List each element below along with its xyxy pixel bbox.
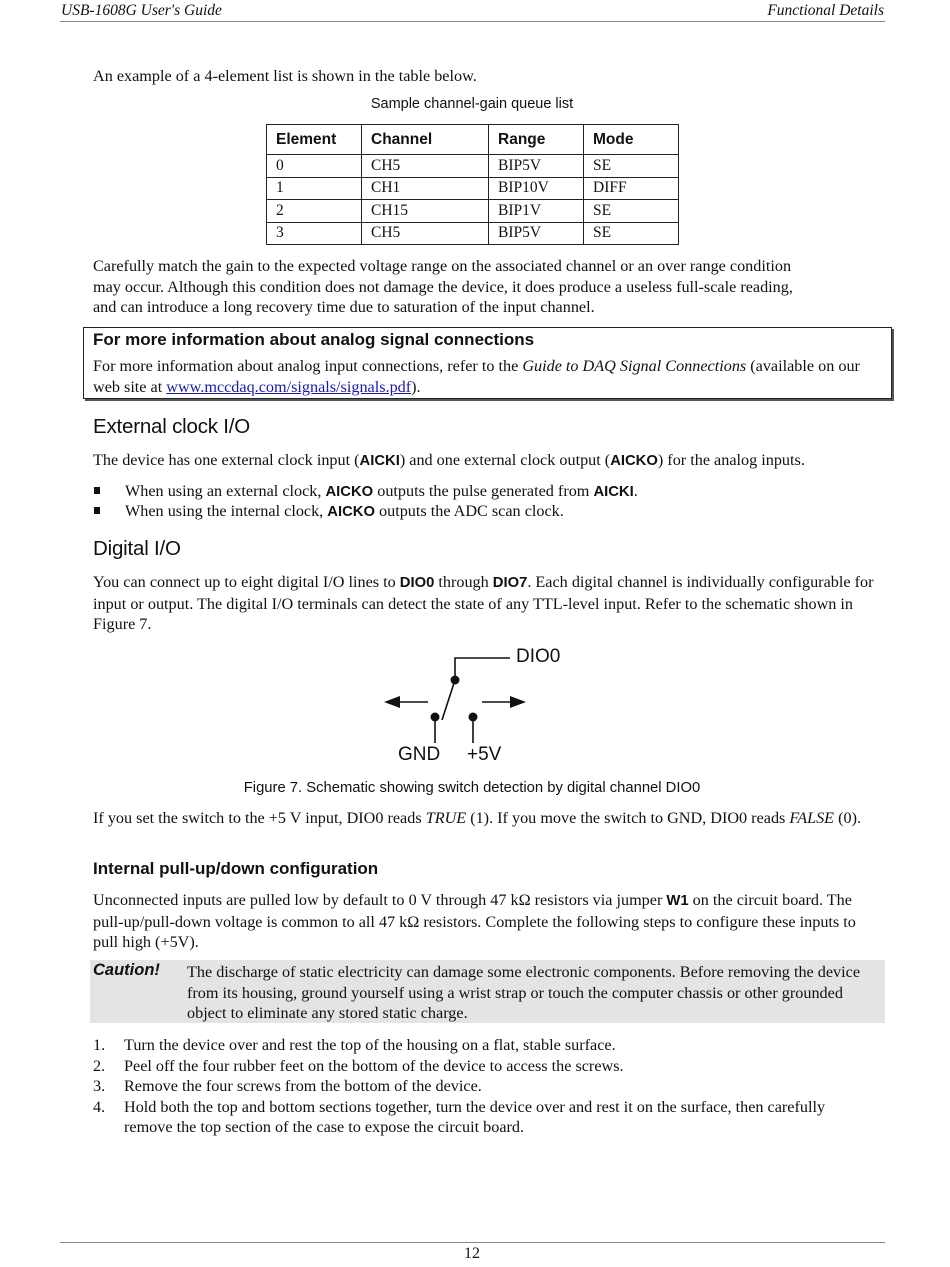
heading-external-clock: External clock I/O — [93, 415, 251, 438]
more-info-body — [93, 356, 888, 397]
text: outputs the pulse generated from — [373, 482, 594, 500]
footer-rule — [60, 1242, 885, 1243]
step-number: 4. — [93, 1097, 106, 1116]
cell-channel: CH15 — [362, 200, 489, 223]
text: If you set the switch to the +5 V input, DIO0 reads — [93, 809, 426, 827]
cell-range: BIP10V — [489, 177, 584, 200]
bullet-text — [125, 501, 564, 523]
switch-state-paragraph — [93, 808, 883, 829]
caution-box — [90, 960, 885, 1023]
signal-dio7: DIO7 — [492, 575, 528, 591]
step-item — [93, 1035, 883, 1056]
signal-aicko: AICKO — [610, 453, 658, 469]
step-text: Peel off the four rubber feet on the bottom of the device to access the screws. — [124, 1056, 624, 1075]
label-5v: +5V — [467, 744, 502, 765]
signal-aicko: AICKO — [325, 484, 374, 500]
text: When using an external clock, — [125, 482, 326, 500]
caution-text: The discharge of static electricity can damage some electronic components. Before removing the device from its housing, ground yourself using a wrist strap or touch the computer chassis or other grounded object to eliminate any stored static charge. — [187, 963, 861, 1022]
table-row — [267, 200, 679, 223]
cell-channel: CH5 — [362, 222, 489, 245]
figure-caption: Figure 7. Schematic showing switch detection by digital channel DIO0 — [243, 780, 701, 796]
label-dio0: DIO0 — [516, 646, 561, 667]
external-clock-paragraph — [93, 450, 805, 472]
label-gnd: GND — [398, 744, 441, 765]
cell-mode: DIFF — [584, 177, 679, 200]
text: (1). If you move the switch to GND, DIO0 reads — [466, 809, 790, 827]
column-header-mode: Mode — [584, 125, 679, 155]
cell-element: 0 — [267, 155, 362, 178]
text: ) and one external clock output ( — [399, 451, 611, 469]
table-header-row — [267, 125, 679, 155]
step-item — [93, 1076, 883, 1097]
table-row — [267, 155, 679, 178]
text: You can connect up to eight digital I/O lines to — [93, 573, 400, 591]
running-header-section: Functional Details — [767, 2, 884, 19]
table-row — [267, 222, 679, 245]
cell-channel: CH1 — [362, 177, 489, 200]
cell-mode: SE — [584, 155, 679, 178]
signal-aicko: AICKO — [327, 504, 375, 520]
guide-title: Guide to DAQ Signal Connections — [522, 357, 747, 375]
caution-label: Caution! — [93, 961, 160, 979]
text: ) for the analog inputs. — [657, 451, 805, 469]
bullet-text — [125, 481, 638, 503]
text: The device has one external clock input ( — [93, 451, 360, 469]
cell-element: 2 — [267, 200, 362, 223]
bullet-square-icon — [94, 507, 100, 514]
cell-channel: CH5 — [362, 155, 489, 178]
text: . — [633, 482, 638, 500]
cell-element: 1 — [267, 177, 362, 200]
more-info-text: ). — [411, 377, 421, 396]
text: (0). — [834, 809, 862, 827]
cell-range: BIP1V — [489, 200, 584, 223]
column-header-channel: Channel — [362, 125, 489, 155]
text: outputs the ADC scan clock. — [374, 502, 564, 520]
table-row — [267, 177, 679, 200]
switch-schematic-figure — [370, 640, 590, 780]
value-false: FALSE — [789, 809, 835, 827]
text: Unconnected inputs are pulled low by default to 0 V through 47 kΩ resistors via jumper — [93, 891, 667, 909]
text: on the circuit board. The pull-up/pull-down voltage is common to all 47 kΩ resistors. Complete the following steps to configure these inputs to pull high (+5V). — [93, 891, 856, 951]
heading-pullup-config: Internal pull-up/down configuration — [93, 859, 379, 878]
step-text: Hold both the top and bottom sections together, turn the device over and rest it on the surface, then carefully remove the top section of the case to expose the circuit board. — [124, 1097, 826, 1136]
channel-gain-queue-table — [266, 124, 679, 245]
step-text: Turn the device over and rest the top of the housing on a flat, stable surface. — [124, 1036, 616, 1054]
text: . Each digital channel is individually configurable for input or output. The digital I/O terminals can detect the state of any TTL-level input. Refer to the schematic shown in Figure 7. — [93, 573, 874, 633]
signals-pdf-link[interactable]: www.mccdaq.com/signals/signals.pdf — [166, 377, 412, 396]
value-true: TRUE — [425, 809, 467, 827]
gain-note-line-1: Carefully match the gain to the expected voltage range on the associated channel or an over range condition — [93, 257, 792, 275]
running-header-title: USB-1608G User's Guide — [61, 2, 222, 19]
step-number: 3. — [93, 1077, 106, 1095]
table-caption: Sample channel-gain queue list — [370, 96, 574, 112]
cell-mode: SE — [584, 222, 679, 245]
step-item — [93, 1056, 883, 1077]
header-rule — [60, 21, 885, 22]
bullet-item — [94, 481, 874, 502]
more-info-text: For more information about analog input connections, refer to the — [93, 357, 523, 375]
bullet-item — [94, 501, 874, 522]
step-number: 1. — [93, 1036, 106, 1054]
more-info-text: (available on our web site at — [93, 357, 860, 396]
intro-paragraph: An example of a 4-element list is shown in the table below. — [93, 67, 477, 85]
step-number: 2. — [93, 1056, 106, 1075]
digital-io-paragraph — [93, 572, 883, 635]
cell-range: BIP5V — [489, 155, 584, 178]
bullet-square-icon — [94, 487, 100, 494]
column-header-element: Element — [267, 125, 362, 155]
column-header-range: Range — [489, 125, 584, 155]
cell-element: 3 — [267, 222, 362, 245]
step-item — [93, 1097, 883, 1139]
signal-dio0: DIO0 — [399, 575, 435, 591]
cell-range: BIP5V — [489, 222, 584, 245]
cell-mode: SE — [584, 200, 679, 223]
gain-note-line-3: and can introduce a long recovery time due to saturation of the input channel. — [93, 298, 595, 316]
step-text: Remove the four screws from the bottom of the device. — [124, 1077, 482, 1095]
jumper-w1: W1 — [666, 893, 689, 909]
more-info-box — [83, 327, 892, 399]
signal-aicki: AICKI — [593, 484, 634, 500]
more-info-title: For more information about analog signal connections — [93, 330, 535, 349]
text: When using the internal clock, — [125, 502, 328, 520]
pullup-paragraph — [93, 890, 883, 953]
page-number: 12 — [464, 1245, 480, 1262]
heading-digital-io: Digital I/O — [93, 537, 181, 560]
gain-note-line-2: may occur. Although this condition does not damage the device, it does produce a useless full-scale reading, — [93, 277, 793, 296]
text: through — [434, 573, 493, 591]
signal-aicki: AICKI — [359, 453, 400, 469]
